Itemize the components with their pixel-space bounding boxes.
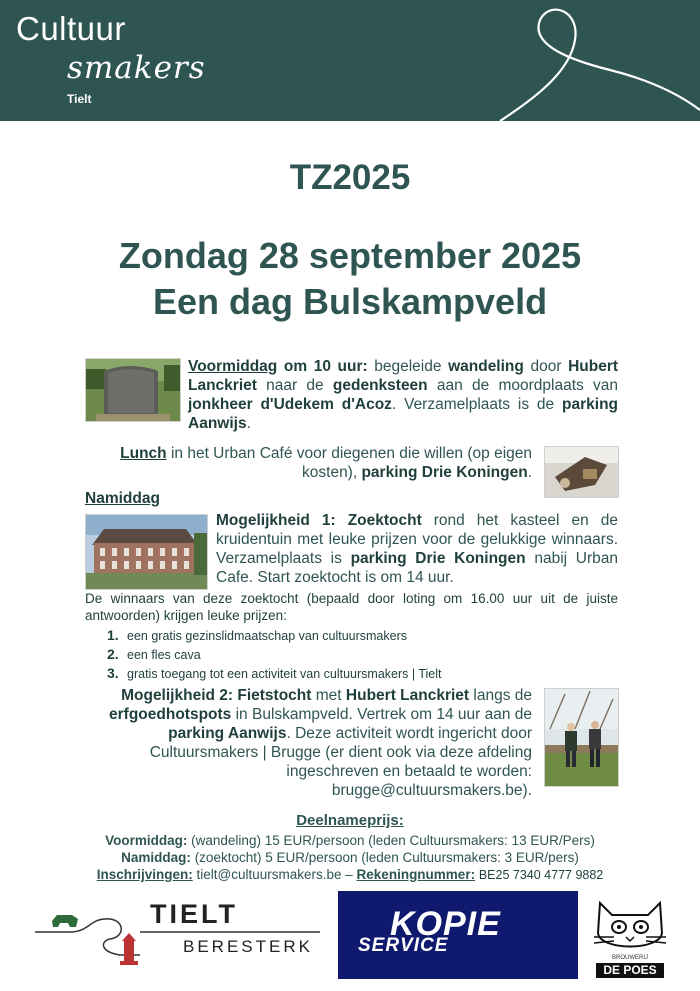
option2-text-1: met	[315, 687, 342, 704]
cyclists-photo	[544, 688, 619, 787]
list-item	[107, 664, 442, 683]
morning-label: Voormiddag	[188, 358, 278, 375]
option2-paragraph	[90, 686, 532, 800]
option2-guide: Hubert Lanckriet	[345, 687, 470, 704]
price-morning-label: Voormiddag:	[105, 833, 188, 848]
event-date: Zondag 28 september 2025	[118, 235, 582, 276]
prize-number: 1.	[107, 627, 119, 643]
poes-name-text: DE POES	[596, 963, 664, 978]
price-afternoon-text: (zoektocht) 5 EUR/persoon (leden Cultuursmakers: 3 EUR/pers)	[194, 850, 579, 865]
lunch-photo	[544, 446, 619, 498]
morning-text-3: naar de	[266, 377, 324, 394]
morning-text-5: . Verzamelplaats is de	[391, 396, 555, 413]
lunch-label: Lunch	[120, 445, 167, 462]
brand-location: Tielt	[67, 92, 92, 106]
event-title	[0, 233, 700, 325]
morning-paragraph	[188, 357, 618, 433]
prize-list	[107, 626, 442, 683]
morning-guide: Hubert Lanckriet	[188, 358, 619, 394]
brand-line2: smakers	[67, 50, 206, 86]
swirl-decoration-icon	[480, 0, 700, 121]
kopie-logo-text: KOPIE	[390, 905, 501, 943]
option2-text-3: in Bulskampveld. Vertrek om 14 uur aan de	[235, 706, 532, 723]
morning-time: om 10 uur:	[283, 358, 368, 375]
tielt-beresterk-logo	[30, 897, 322, 975]
option1-text-2: nabij Urban Cafe. Start zoektocht is om 14 uur.	[216, 550, 618, 586]
morning-text-6: .	[246, 415, 251, 432]
afternoon-label: Namiddag	[85, 490, 160, 507]
event-subtitle: Een dag Bulskampveld	[152, 281, 548, 322]
morning-walk: wandeling	[448, 358, 524, 375]
option1-paragraph	[216, 511, 618, 587]
brand-line1: Cultuur	[16, 10, 126, 47]
option2-spots: erfgoedhotspots	[109, 706, 232, 723]
cat-face-icon	[590, 893, 670, 957]
morning-text-2: door	[530, 358, 562, 375]
service-logo-text: SERVICE	[358, 935, 449, 956]
event-code-title: TZ2025	[289, 158, 411, 197]
castle-photo	[85, 514, 208, 590]
signup-email[interactable]: tielt@cultuursmakers.be –	[196, 867, 353, 882]
price-afternoon-label: Namiddag:	[121, 850, 191, 865]
account-label: Rekeningnummer:	[356, 867, 476, 882]
prize-text: een gratis gezinslidmaatschap van cultuursmakers	[127, 629, 407, 643]
option2-name: Fietstocht	[237, 687, 312, 704]
lunch-text-2: .	[527, 464, 532, 481]
option1-parking: parking Drie Koningen	[350, 550, 526, 567]
lunch-parking: parking Drie Koningen	[361, 464, 528, 481]
account-number: BE25 7340 4777 9882	[478, 868, 604, 882]
option1-name: Zoektocht	[347, 512, 422, 529]
morning-stone: gedenksteen	[332, 377, 428, 394]
lunch-text-1: in het Urban Café voor diegenen die willen (op eigen kosten),	[170, 445, 532, 481]
prize-number: 2.	[107, 646, 119, 662]
de-poes-logo	[590, 893, 670, 983]
option1-label: Mogelijkheid 1:	[216, 512, 336, 529]
option2-label: Mogelijkheid 2:	[121, 687, 234, 704]
header-banner	[0, 0, 700, 121]
signup-line	[0, 866, 700, 884]
signup-label: Inschrijvingen:	[96, 867, 193, 882]
afternoon-heading	[85, 489, 160, 508]
gravestone-photo	[85, 358, 181, 422]
option2-parking: parking Aanwijs	[168, 725, 287, 742]
beresterk-logo-text: BERESTERK	[183, 937, 313, 956]
option1-text-1: rond het kasteel en de kruidentuin met leuke prijzen voor de gelukkige winnaars. Verzamelplaats is	[216, 512, 618, 567]
price-morning	[0, 832, 700, 849]
prize-text: een fles cava	[127, 648, 201, 662]
morning-text-1: begeleide	[374, 358, 442, 375]
price-afternoon	[0, 849, 700, 866]
price-title-text: Deelnameprijs:	[296, 812, 404, 829]
tielt-logo-text: TIELT	[150, 899, 238, 929]
option2-text-4: . Deze activiteit wordt ingericht door Cultuursmakers | Brugge (er dient ook via deze afdeling ingeschreven en betaald te worden: brugge@cultuursmakers.be).	[149, 725, 532, 799]
winners-paragraph: De winnaars van deze zoektocht (bepaald door loting om 16.00 uur uit de juiste antwoorden) krijgen leuke prijzen:	[85, 591, 618, 623]
lunch-paragraph	[85, 444, 532, 482]
list-item	[107, 626, 442, 645]
prize-number: 3.	[107, 665, 119, 681]
morning-parking: parking Aanwijs	[188, 396, 618, 432]
kopie-service-logo	[338, 891, 578, 979]
morning-person: jonkheer d'Udekem d'Acoz	[188, 396, 392, 413]
morning-text-4: aan de moordplaats van	[436, 377, 618, 394]
option2-text-2: langs de	[473, 687, 532, 704]
price-title	[0, 812, 700, 829]
prize-text: gratis toegang tot een activiteit van cultuursmakers | Tielt	[127, 667, 442, 681]
list-item	[107, 645, 442, 664]
price-morning-text: (wandeling) 15 EUR/persoon (leden Cultuursmakers: 13 EUR/Pers)	[191, 833, 595, 848]
poes-small-text: BROUWERIJ	[612, 955, 648, 961]
